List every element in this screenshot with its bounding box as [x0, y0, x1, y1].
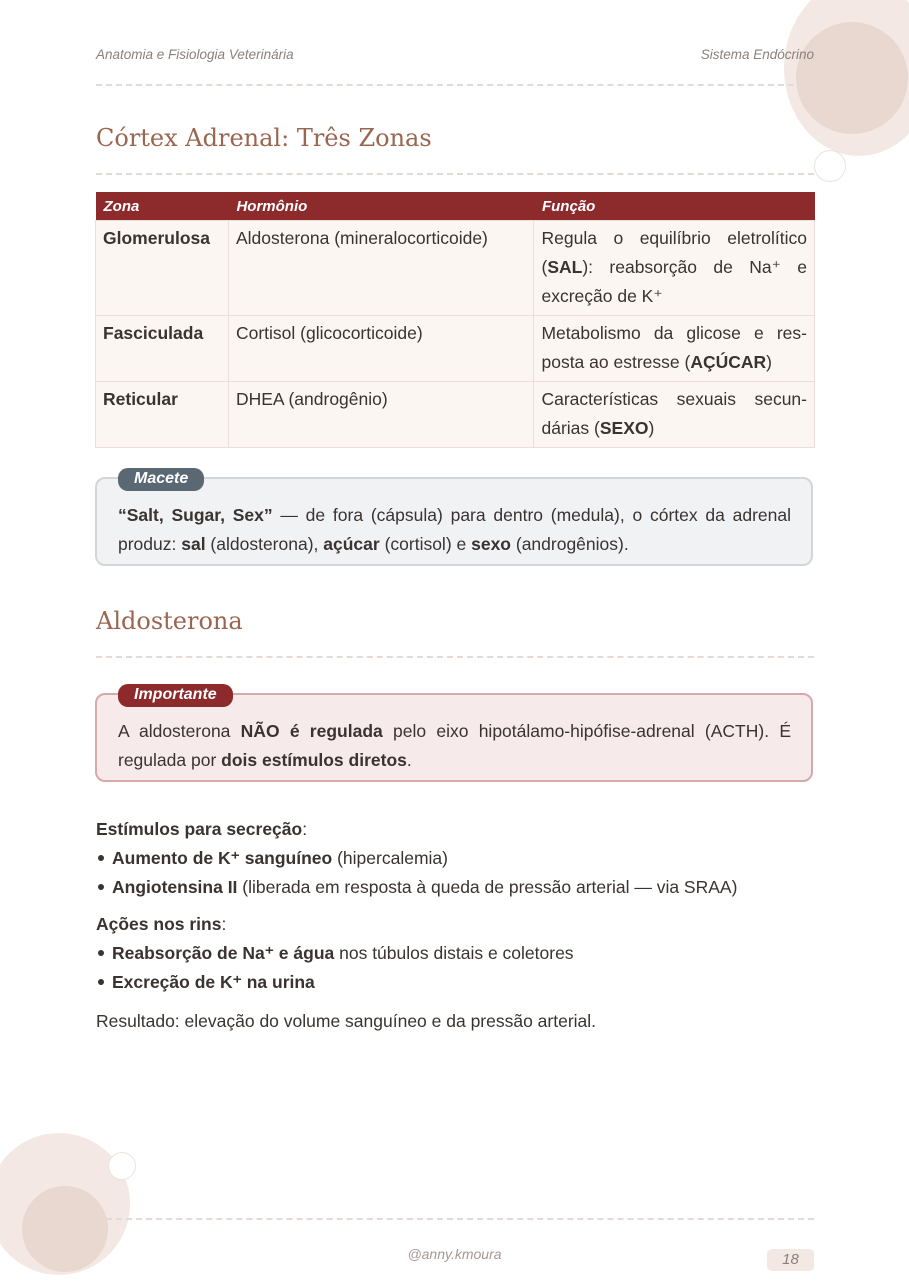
importante-label: Importante: [118, 684, 233, 707]
function-text: ): reabsorção de Na⁺ e excreção de K⁺: [541, 257, 807, 306]
importante-text: A aldosterona: [118, 721, 241, 741]
function-text: Características sexuais secun-dárias (: [541, 389, 807, 438]
section-title-aldosterona: Aldosterona: [96, 607, 243, 635]
function-cell: [534, 316, 815, 382]
result-text: Resultado: elevação do volume sanguíneo e da pressão arterial.: [96, 1011, 597, 1031]
importante-text: pelo eixo hipotálamo-hipófise-adrenal (ACTH). É regulada por: [118, 721, 791, 770]
list-item-text: nos túbulos distais e coletores: [334, 943, 574, 963]
macete-callout: [95, 470, 813, 566]
column-header-zona: Zona: [96, 192, 229, 221]
section-divider: [96, 656, 814, 658]
function-text: Metabolismo da glicose e res-posta ao estresse (: [541, 323, 807, 372]
table-row: [96, 221, 815, 316]
function-text: ): [648, 418, 655, 438]
section-title-cortex: Córtex Adrenal: Três Zonas: [96, 124, 432, 152]
function-text: Regula o equilíbrio eletrolítico (: [541, 228, 807, 277]
list-item-text: (hipercalemia): [332, 848, 448, 868]
importante-keyword: NÃO é regulada: [240, 721, 383, 741]
column-header-hormonio: Hormônio: [228, 192, 534, 221]
bullet-icon: [98, 884, 104, 890]
importante-keyword: dois estímulos diretos: [221, 750, 407, 770]
macete-text: (androgênios).: [511, 534, 629, 554]
macete-keyword: sal: [181, 534, 206, 554]
macete-text: (cortisol) e: [379, 534, 472, 554]
function-keyword: SEXO: [599, 418, 649, 438]
list-item: [96, 873, 737, 902]
stimuli-heading: [96, 815, 307, 844]
macete-label: Macete: [118, 468, 204, 491]
hormone-cell: Aldosterona (mineralocorticoide): [228, 221, 534, 316]
table-row: [96, 382, 815, 448]
table-header-row: [96, 192, 815, 221]
list-item-keyword: Angiotensina II: [112, 877, 238, 897]
bullet-icon: [98, 979, 104, 985]
function-cell: [534, 382, 815, 448]
footer-divider: [96, 1218, 814, 1220]
function-keyword: SAL: [547, 257, 583, 277]
function-keyword: AÇÚCAR: [690, 352, 767, 372]
list-item-text: (liberada em resposta à queda de pressão arterial — via SRAA): [237, 877, 738, 897]
page-number: 18: [767, 1249, 814, 1271]
list-item-keyword: Reabsorção de Na⁺ e água: [112, 943, 335, 963]
function-text: ): [766, 352, 772, 372]
stimuli-heading-text: Estímulos para secreção: [96, 819, 303, 839]
actions-heading-text: Ações nos rins: [96, 914, 222, 934]
macete-text: — de fora (cápsula) para dentro (medula), o córtex da adrenal produz:: [118, 505, 792, 554]
macete-keyword: sexo: [471, 534, 511, 554]
zone-cell: Reticular: [96, 382, 229, 448]
list-item: [96, 968, 315, 997]
function-cell: [534, 221, 815, 316]
list-item: [96, 939, 574, 968]
table-row: [96, 316, 815, 382]
bullet-icon: [98, 855, 104, 861]
importante-text: .: [406, 750, 412, 770]
heading-colon: :: [221, 914, 227, 934]
zone-cell: Fasciculada: [96, 316, 229, 382]
header-divider: [96, 84, 814, 86]
running-header-left: Anatomia e Fisiologia Veterinária: [96, 47, 294, 62]
macete-mnemonic: “Salt, Sugar, Sex”: [118, 505, 273, 525]
macete-keyword: açúcar: [323, 534, 380, 554]
actions-heading: [96, 910, 226, 939]
decorative-ring: [814, 150, 846, 182]
list-item-keyword: Aumento de K⁺ sanguíneo: [112, 848, 333, 868]
decorative-ring: [108, 1152, 136, 1180]
running-header-right: Sistema Endócrino: [700, 47, 814, 62]
list-item: [96, 844, 448, 873]
zone-cell: Glomerulosa: [96, 221, 229, 316]
macete-text: (aldosterona),: [205, 534, 324, 554]
hormone-cell: DHEA (androgênio): [228, 382, 534, 448]
decorative-circle: [796, 22, 908, 134]
footer-author: @anny.kmoura: [407, 1246, 502, 1262]
heading-colon: :: [302, 819, 308, 839]
importante-callout: [95, 686, 813, 782]
list-item-keyword: Excreção de K⁺ na urina: [112, 972, 315, 992]
bullet-icon: [98, 950, 104, 956]
column-header-funcao: Função: [534, 192, 815, 221]
zones-table: [95, 192, 815, 448]
hormone-cell: Cortisol (glicocorticoide): [228, 316, 534, 382]
section-divider: [96, 173, 814, 175]
